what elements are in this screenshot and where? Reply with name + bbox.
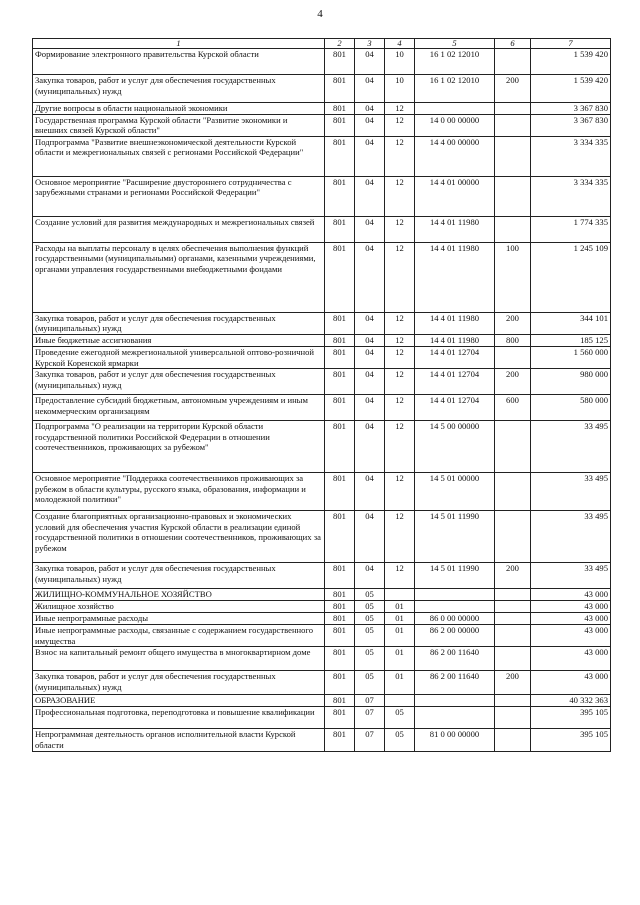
row-target-article-cell: 14 4 01 11980 — [415, 216, 495, 242]
row-name-cell: Иные непрограммные расходы — [33, 613, 325, 625]
row-code-cell: 801 — [325, 136, 355, 176]
row-target-article-cell — [415, 589, 495, 601]
row-subsection-cell: 01 — [385, 625, 415, 647]
row-subsection-cell: 12 — [385, 421, 415, 473]
row-section-cell: 04 — [355, 75, 385, 103]
row-section-cell: 04 — [355, 395, 385, 421]
row-target-article-cell: 14 4 01 12704 — [415, 395, 495, 421]
row-amount-cell: 344 101 — [531, 312, 611, 334]
row-amount-cell: 33 495 — [531, 511, 611, 563]
row-subsection-cell: 10 — [385, 49, 415, 75]
row-code-cell: 801 — [325, 176, 355, 216]
row-name-cell: Другие вопросы в области национальной экономики — [33, 103, 325, 115]
column-header: 7 — [531, 39, 611, 49]
row-expense-type-cell — [495, 707, 531, 729]
row-amount-cell: 40 332 363 — [531, 695, 611, 707]
row-section-cell: 04 — [355, 216, 385, 242]
row-amount-cell: 43 000 — [531, 589, 611, 601]
row-target-article-cell: 81 0 00 00000 — [415, 729, 495, 751]
row-amount-cell: 3 367 830 — [531, 114, 611, 136]
row-target-article-cell: 14 4 01 11980 — [415, 242, 495, 312]
table-row — [33, 647, 611, 671]
row-subsection-cell: 12 — [385, 114, 415, 136]
row-code-cell: 801 — [325, 103, 355, 115]
row-subsection-cell: 12 — [385, 216, 415, 242]
row-name-cell: Взнос на капитальный ремонт общего имущества в многоквартирном доме — [33, 647, 325, 671]
row-target-article-cell — [415, 601, 495, 613]
row-amount-cell: 395 105 — [531, 707, 611, 729]
row-code-cell: 801 — [325, 729, 355, 751]
column-header: 4 — [385, 39, 415, 49]
row-target-article-cell: 14 4 00 00000 — [415, 136, 495, 176]
row-section-cell: 05 — [355, 613, 385, 625]
row-expense-type-cell: 200 — [495, 369, 531, 395]
table-row — [33, 671, 611, 695]
row-target-article-cell: 14 4 01 12704 — [415, 346, 495, 368]
row-section-cell: 07 — [355, 729, 385, 751]
row-section-cell: 05 — [355, 589, 385, 601]
table-row — [33, 369, 611, 395]
row-amount-cell: 980 000 — [531, 369, 611, 395]
row-subsection-cell: 12 — [385, 242, 415, 312]
row-code-cell: 801 — [325, 312, 355, 334]
row-name-cell: Формирование электронного правительства Курской области — [33, 49, 325, 75]
row-code-cell: 801 — [325, 647, 355, 671]
row-target-article-cell: 16 1 02 12010 — [415, 75, 495, 103]
budget-table — [32, 38, 611, 752]
column-header: 2 — [325, 39, 355, 49]
table-row — [33, 176, 611, 216]
row-name-cell: ЖИЛИЩНО-КОММУНАЛЬНОЕ ХОЗЯЙСТВО — [33, 589, 325, 601]
row-name-cell: Закупка товаров, работ и услуг для обеспечения государственных (муниципальных) нужд — [33, 369, 325, 395]
row-code-cell: 801 — [325, 613, 355, 625]
row-subsection-cell: 01 — [385, 601, 415, 613]
row-target-article-cell: 86 2 00 11640 — [415, 671, 495, 695]
row-code-cell: 801 — [325, 75, 355, 103]
row-expense-type-cell — [495, 695, 531, 707]
row-amount-cell: 33 495 — [531, 473, 611, 511]
row-subsection-cell: 05 — [385, 729, 415, 751]
row-amount-cell: 1 539 420 — [531, 75, 611, 103]
table-row — [33, 75, 611, 103]
row-name-cell: Закупка товаров, работ и услуг для обеспечения государственных (муниципальных) нужд — [33, 75, 325, 103]
row-expense-type-cell: 200 — [495, 312, 531, 334]
row-amount-cell: 580 000 — [531, 395, 611, 421]
row-expense-type-cell — [495, 729, 531, 751]
table-row — [33, 625, 611, 647]
row-code-cell: 801 — [325, 589, 355, 601]
row-target-article-cell: 14 5 01 11990 — [415, 563, 495, 589]
row-target-article-cell: 14 5 01 11990 — [415, 511, 495, 563]
row-section-cell: 04 — [355, 312, 385, 334]
row-subsection-cell: 12 — [385, 312, 415, 334]
row-subsection-cell: 12 — [385, 395, 415, 421]
row-amount-cell: 1 560 000 — [531, 346, 611, 368]
row-amount-cell: 43 000 — [531, 613, 611, 625]
row-target-article-cell — [415, 103, 495, 115]
row-subsection-cell — [385, 589, 415, 601]
table-row — [33, 511, 611, 563]
row-amount-cell: 33 495 — [531, 421, 611, 473]
row-section-cell: 05 — [355, 671, 385, 695]
row-section-cell: 04 — [355, 563, 385, 589]
row-section-cell: 04 — [355, 136, 385, 176]
row-expense-type-cell — [495, 511, 531, 563]
table-row — [33, 346, 611, 368]
table-row — [33, 136, 611, 176]
row-code-cell: 801 — [325, 601, 355, 613]
row-code-cell: 801 — [325, 695, 355, 707]
row-target-article-cell: 86 2 00 11640 — [415, 647, 495, 671]
row-expense-type-cell: 100 — [495, 242, 531, 312]
row-section-cell: 07 — [355, 707, 385, 729]
row-section-cell: 04 — [355, 334, 385, 346]
row-name-cell: Закупка товаров, работ и услуг для обеспечения государственных (муниципальных) нужд — [33, 671, 325, 695]
row-amount-cell: 43 000 — [531, 647, 611, 671]
row-expense-type-cell — [495, 601, 531, 613]
row-subsection-cell: 12 — [385, 334, 415, 346]
table-row — [33, 395, 611, 421]
table-row — [33, 613, 611, 625]
row-section-cell: 04 — [355, 176, 385, 216]
row-target-article-cell — [415, 695, 495, 707]
table-row — [33, 242, 611, 312]
row-subsection-cell: 12 — [385, 473, 415, 511]
row-section-cell: 04 — [355, 369, 385, 395]
row-subsection-cell: 12 — [385, 346, 415, 368]
table-row — [33, 601, 611, 613]
row-expense-type-cell — [495, 613, 531, 625]
table-header-row — [33, 39, 611, 49]
row-amount-cell: 43 000 — [531, 601, 611, 613]
row-name-cell: ОБРАЗОВАНИЕ — [33, 695, 325, 707]
row-expense-type-cell — [495, 49, 531, 75]
row-amount-cell: 43 000 — [531, 625, 611, 647]
row-amount-cell: 43 000 — [531, 671, 611, 695]
row-code-cell: 801 — [325, 707, 355, 729]
row-target-article-cell: 86 2 00 00000 — [415, 625, 495, 647]
row-amount-cell: 1 539 420 — [531, 49, 611, 75]
row-section-cell: 04 — [355, 49, 385, 75]
row-amount-cell: 1 774 335 — [531, 216, 611, 242]
row-subsection-cell: 01 — [385, 613, 415, 625]
row-amount-cell: 33 495 — [531, 563, 611, 589]
row-name-cell: Иные бюджетные ассигнования — [33, 334, 325, 346]
row-target-article-cell: 14 4 01 00000 — [415, 176, 495, 216]
table-row — [33, 589, 611, 601]
row-section-cell: 05 — [355, 601, 385, 613]
row-subsection-cell — [385, 695, 415, 707]
row-code-cell: 801 — [325, 395, 355, 421]
table-row — [33, 49, 611, 75]
row-code-cell: 801 — [325, 369, 355, 395]
row-section-cell: 04 — [355, 473, 385, 511]
row-expense-type-cell — [495, 176, 531, 216]
row-name-cell: Жилищное хозяйство — [33, 601, 325, 613]
row-expense-type-cell: 600 — [495, 395, 531, 421]
row-subsection-cell: 12 — [385, 136, 415, 176]
row-name-cell: Подпрограмма "Развитие внешнеэкономической деятельности Курской области и межрегиональных связей с регионами Российской Федерации" — [33, 136, 325, 176]
column-header: 6 — [495, 39, 531, 49]
table-row — [33, 312, 611, 334]
row-name-cell: Создание условий для развития международных и межрегиональных связей — [33, 216, 325, 242]
table-row — [33, 334, 611, 346]
row-subsection-cell: 12 — [385, 103, 415, 115]
row-name-cell: Предоставление субсидий бюджетным, автономным учреждениям и иным некоммерческим организациям — [33, 395, 325, 421]
row-subsection-cell: 12 — [385, 369, 415, 395]
row-subsection-cell: 10 — [385, 75, 415, 103]
row-expense-type-cell — [495, 136, 531, 176]
row-expense-type-cell: 200 — [495, 671, 531, 695]
table-row — [33, 114, 611, 136]
row-name-cell: Иные непрограммные расходы, связанные с содержанием государственного имущества — [33, 625, 325, 647]
row-expense-type-cell: 200 — [495, 563, 531, 589]
row-code-cell: 801 — [325, 511, 355, 563]
row-code-cell: 801 — [325, 216, 355, 242]
table-row — [33, 421, 611, 473]
row-name-cell: Государственная программа Курской области "Развитие экономики и внешних связей Курской области" — [33, 114, 325, 136]
row-target-article-cell: 14 4 01 12704 — [415, 369, 495, 395]
table-row — [33, 563, 611, 589]
table-row — [33, 473, 611, 511]
row-subsection-cell: 05 — [385, 707, 415, 729]
row-amount-cell: 3 367 830 — [531, 103, 611, 115]
row-name-cell: Закупка товаров, работ и услуг для обеспечения государственных (муниципальных) нужд — [33, 312, 325, 334]
row-code-cell: 801 — [325, 49, 355, 75]
row-section-cell: 04 — [355, 346, 385, 368]
row-amount-cell: 395 105 — [531, 729, 611, 751]
row-expense-type-cell — [495, 589, 531, 601]
row-section-cell: 04 — [355, 114, 385, 136]
row-subsection-cell: 12 — [385, 563, 415, 589]
row-code-cell: 801 — [325, 242, 355, 312]
row-expense-type-cell — [495, 421, 531, 473]
row-section-cell: 07 — [355, 695, 385, 707]
row-name-cell: Непрограммная деятельность органов исполнительной власти Курской области — [33, 729, 325, 751]
row-expense-type-cell — [495, 103, 531, 115]
row-expense-type-cell — [495, 625, 531, 647]
row-code-cell: 801 — [325, 334, 355, 346]
table-row — [33, 216, 611, 242]
row-expense-type-cell — [495, 473, 531, 511]
row-section-cell: 04 — [355, 242, 385, 312]
row-expense-type-cell — [495, 346, 531, 368]
row-target-article-cell: 14 5 00 00000 — [415, 421, 495, 473]
row-section-cell: 05 — [355, 625, 385, 647]
table-row — [33, 103, 611, 115]
row-name-cell: Закупка товаров, работ и услуг для обеспечения государственных (муниципальных) нужд — [33, 563, 325, 589]
column-header: 1 — [33, 39, 325, 49]
row-code-cell: 801 — [325, 421, 355, 473]
row-name-cell: Основное мероприятие "Расширение двустороннего сотрудничества с зарубежными странами и регионами Российской Федерации" — [33, 176, 325, 216]
row-code-cell: 801 — [325, 346, 355, 368]
row-target-article-cell: 16 1 02 12010 — [415, 49, 495, 75]
row-amount-cell: 1 245 109 — [531, 242, 611, 312]
row-name-cell: Подпрограмма "О реализации на территории Курской области государственной политики Российской Федерации в отношении соотечественников, проживающих за рубежом" — [33, 421, 325, 473]
table-row — [33, 695, 611, 707]
row-expense-type-cell: 200 — [495, 75, 531, 103]
row-name-cell: Основное мероприятие "Поддержка соотечественников проживающих за рубежом в области культуры, русского языка, образования, информации и молодежной политики" — [33, 473, 325, 511]
row-name-cell: Расходы на выплаты персоналу в целях обеспечения выполнения функций государственными (муниципальными) органами, казенными учреждениями, органами управления государственными внебюджетными фондами — [33, 242, 325, 312]
row-section-cell: 04 — [355, 511, 385, 563]
row-name-cell: Создание благоприятных организационно-правовых и экономических условий для обеспечения участия Курской области в реализации единой государственной политики в отношении соотечественников, проживающих за рубежом — [33, 511, 325, 563]
table-body — [33, 49, 611, 752]
row-target-article-cell: 14 5 01 00000 — [415, 473, 495, 511]
row-target-article-cell: 14 4 01 11980 — [415, 334, 495, 346]
row-expense-type-cell — [495, 114, 531, 136]
row-code-cell: 801 — [325, 671, 355, 695]
row-target-article-cell — [415, 707, 495, 729]
row-code-cell: 801 — [325, 473, 355, 511]
row-subsection-cell: 01 — [385, 647, 415, 671]
row-name-cell: Проведение ежегодной межрегиональной универсальной оптово-розничной Курской Коренской ярмарки — [33, 346, 325, 368]
row-expense-type-cell — [495, 216, 531, 242]
column-header: 3 — [355, 39, 385, 49]
row-code-cell: 801 — [325, 563, 355, 589]
row-amount-cell: 185 125 — [531, 334, 611, 346]
row-target-article-cell: 86 0 00 00000 — [415, 613, 495, 625]
page-number: 4 — [317, 8, 323, 20]
row-subsection-cell: 01 — [385, 671, 415, 695]
row-target-article-cell: 14 0 00 00000 — [415, 114, 495, 136]
table-row — [33, 707, 611, 729]
column-header: 5 — [415, 39, 495, 49]
row-amount-cell: 3 334 335 — [531, 176, 611, 216]
row-code-cell: 801 — [325, 625, 355, 647]
row-subsection-cell: 12 — [385, 176, 415, 216]
row-subsection-cell: 12 — [385, 511, 415, 563]
row-section-cell: 04 — [355, 421, 385, 473]
row-section-cell: 05 — [355, 647, 385, 671]
row-expense-type-cell — [495, 647, 531, 671]
row-expense-type-cell: 800 — [495, 334, 531, 346]
row-amount-cell: 3 334 335 — [531, 136, 611, 176]
row-section-cell: 04 — [355, 103, 385, 115]
row-name-cell: Профессиональная подготовка, переподготовка и повышение квалификации — [33, 707, 325, 729]
table-row — [33, 729, 611, 751]
row-target-article-cell: 14 4 01 11980 — [415, 312, 495, 334]
row-code-cell: 801 — [325, 114, 355, 136]
